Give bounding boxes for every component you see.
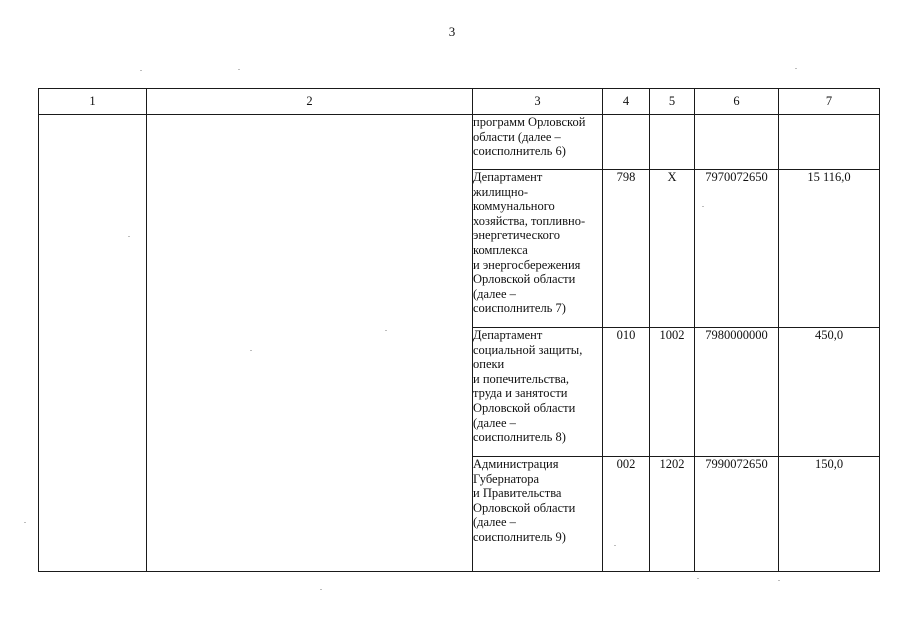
cell-col6: 7970072650 xyxy=(695,170,779,328)
executor-line: Департамент xyxy=(473,328,543,342)
page-number: 3 xyxy=(448,24,456,39)
executor-line: Орловской области xyxy=(473,400,576,415)
cell-col6: 7980000000 xyxy=(695,328,779,457)
cell-col4 xyxy=(603,115,650,170)
executor-line: комплекса xyxy=(473,242,528,257)
cell-col7: 450,0 xyxy=(779,328,880,457)
executor-line: коммунального xyxy=(473,199,555,214)
column-header-2: 2 xyxy=(147,89,473,115)
cell-col5 xyxy=(650,115,695,170)
cell-col7: 150,0 xyxy=(779,457,880,572)
executor-line: опеки xyxy=(473,357,505,372)
executor-line: (далее – xyxy=(473,515,516,530)
budget-table xyxy=(38,88,880,572)
executor-cell xyxy=(473,115,603,170)
column-header-3: 3 xyxy=(473,89,603,115)
executor-cell xyxy=(473,457,603,572)
cell-col4: 010 xyxy=(603,328,650,457)
executor-line: энергетического xyxy=(473,228,560,243)
merged-empty-cell-col2 xyxy=(147,115,473,572)
scan-speck xyxy=(140,70,142,71)
executor-line: Орловской области xyxy=(473,500,576,515)
scan-speck xyxy=(702,206,704,207)
cell-col5: 1002 xyxy=(650,328,695,457)
scan-speck xyxy=(778,580,780,581)
cell-col4: 798 xyxy=(603,170,650,328)
cell-col7: 15 116,0 xyxy=(779,170,880,328)
executor-cell xyxy=(473,328,603,457)
merged-empty-cell-col1 xyxy=(39,115,147,572)
cell-col4: 002 xyxy=(603,457,650,572)
executor-line: Губернатора xyxy=(473,471,540,486)
cell-col5: Х xyxy=(650,170,695,328)
executor-line: соисполнитель 6) xyxy=(473,144,566,159)
scan-speck xyxy=(250,350,252,351)
executor-line: области (далее – xyxy=(473,129,561,144)
executor-line: программ Орловской xyxy=(473,115,586,129)
cell-col6 xyxy=(695,115,779,170)
column-header-7: 7 xyxy=(779,89,880,115)
executor-line: социальной защиты, xyxy=(473,342,583,357)
executor-line: и Правительства xyxy=(473,486,562,501)
executor-line: соисполнитель 8) xyxy=(473,430,566,445)
scan-speck xyxy=(697,578,699,579)
scan-speck xyxy=(614,545,616,546)
column-header-5: 5 xyxy=(650,89,695,115)
executor-line: Администрация xyxy=(473,457,559,471)
executor-line: труда и занятости xyxy=(473,386,568,401)
executor-line: (далее – xyxy=(473,415,516,430)
executor-cell xyxy=(473,170,603,328)
header-row xyxy=(39,89,880,115)
column-header-4: 4 xyxy=(603,89,650,115)
executor-line: и попечительства, xyxy=(473,371,570,386)
cell-col7 xyxy=(779,115,880,170)
scan-speck xyxy=(24,522,26,523)
scan-speck xyxy=(385,330,387,331)
executor-line: соисполнитель 9) xyxy=(473,529,566,544)
executor-line: хозяйства, топливно- xyxy=(473,213,586,228)
executor-line: и энергосбережения xyxy=(473,257,581,272)
executor-line: Орловской области xyxy=(473,272,576,287)
column-header-6: 6 xyxy=(695,89,779,115)
scan-speck xyxy=(320,589,322,590)
executor-line: Департамент xyxy=(473,170,543,184)
executor-line: (далее – xyxy=(473,286,516,301)
executor-line: соисполнитель 7) xyxy=(473,301,566,316)
cell-col5: 1202 xyxy=(650,457,695,572)
cell-col6: 7990072650 xyxy=(695,457,779,572)
table-row xyxy=(39,115,880,170)
scan-speck xyxy=(128,236,130,237)
scan-speck xyxy=(795,68,797,69)
executor-line: жилищно- xyxy=(473,184,528,199)
scan-speck xyxy=(238,69,240,70)
column-header-1: 1 xyxy=(39,89,147,115)
